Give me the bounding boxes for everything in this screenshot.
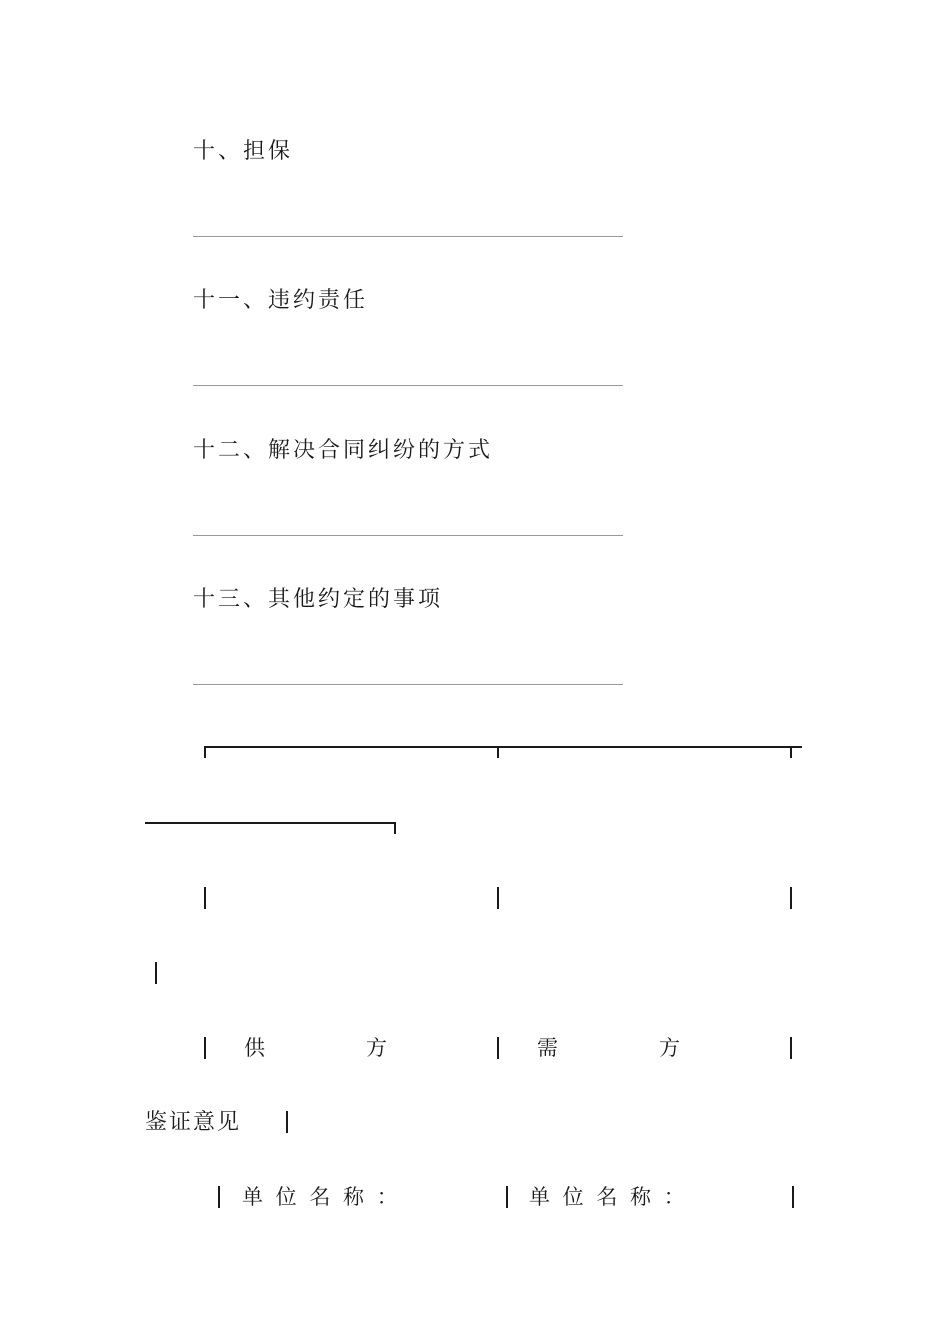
buyer-header-char-1: 需: [537, 1036, 558, 1060]
table-column-divider: [790, 887, 792, 909]
table-column-divider: [792, 1186, 794, 1208]
table-column-divider: [286, 1111, 288, 1133]
table-corner-left: [204, 746, 206, 758]
verification-opinion-label: 鉴证意见: [145, 1110, 242, 1135]
buyer-header-char-2: 方: [659, 1036, 680, 1060]
table-column-divider: [204, 1037, 206, 1059]
table-column-divider: [790, 1037, 792, 1059]
supplier-unit-name-label: 单 位 名 称 ：: [242, 1185, 401, 1209]
fill-in-line[interactable]: [193, 535, 623, 536]
table-column-divider: [497, 1037, 499, 1059]
section-heading-dispute: 十二、解决合同纠纷的方式: [193, 438, 494, 463]
supplier-header-char-1: 供: [244, 1036, 265, 1060]
section-heading-guarantee: 十、担保: [193, 139, 294, 164]
table-corner-right: [394, 822, 396, 834]
table-top-border-continued: [145, 822, 395, 824]
supplier-header-char-2: 方: [366, 1036, 387, 1060]
table-column-divider: [155, 962, 157, 984]
table-junction-right: [790, 746, 792, 758]
section-heading-liability: 十一、违约责任: [193, 288, 369, 313]
table-top-border: [204, 746, 802, 748]
table-junction-middle: [497, 746, 499, 758]
fill-in-line[interactable]: [193, 385, 623, 386]
fill-in-line[interactable]: [193, 684, 623, 685]
buyer-unit-name-label: 单 位 名 称 ：: [529, 1185, 688, 1209]
table-column-divider: [218, 1186, 220, 1208]
table-column-divider: [497, 887, 499, 909]
table-column-divider: [204, 887, 206, 909]
table-column-divider: [506, 1186, 508, 1208]
section-heading-other: 十三、其他约定的事项: [193, 587, 444, 612]
fill-in-line[interactable]: [193, 236, 623, 237]
